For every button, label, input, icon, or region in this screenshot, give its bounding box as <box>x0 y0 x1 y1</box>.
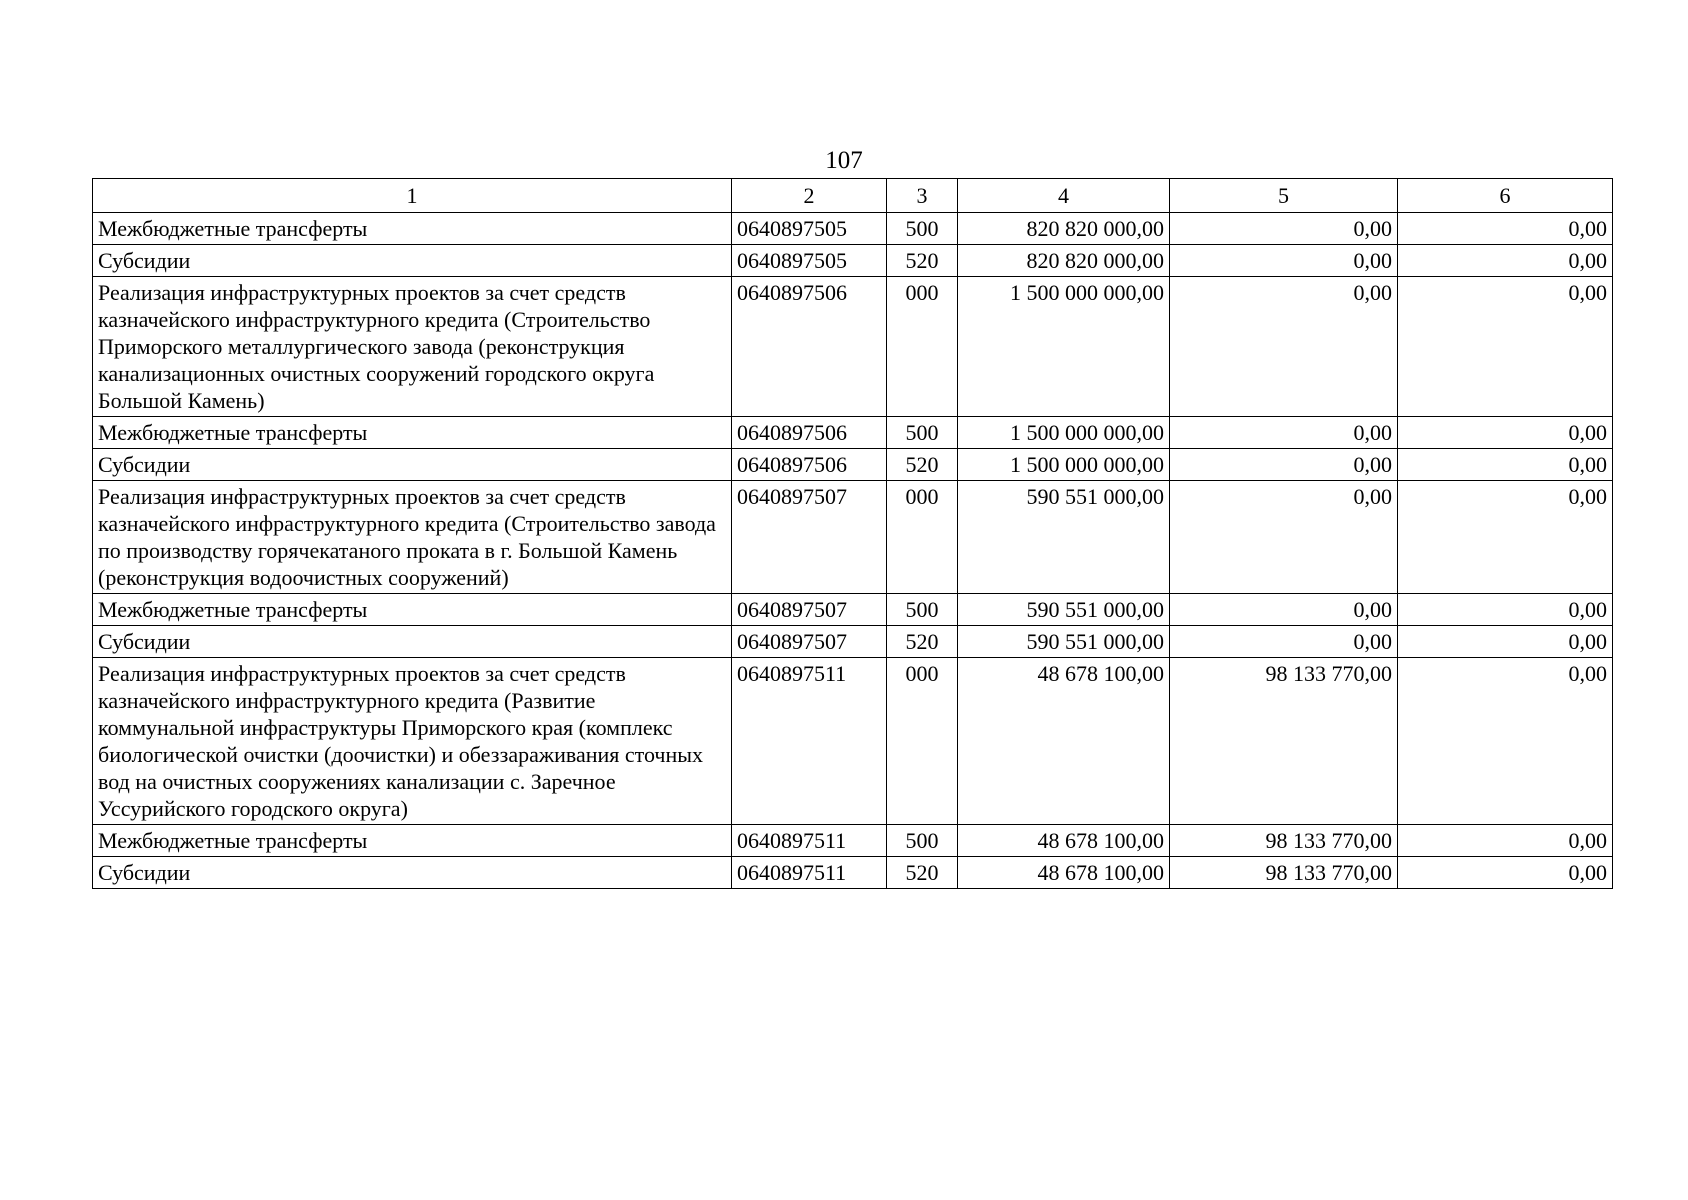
row-value-6: 0,00 <box>1398 417 1613 449</box>
row-code: 0640897511 <box>732 658 887 825</box>
row-value-5: 0,00 <box>1170 626 1398 658</box>
row-name: Субсидии <box>93 857 732 889</box>
row-value-6: 0,00 <box>1398 626 1613 658</box>
row-value-6: 0,00 <box>1398 245 1613 277</box>
row-name: Субсидии <box>93 245 732 277</box>
row-value-5: 98 133 770,00 <box>1170 857 1398 889</box>
row-code: 0640897507 <box>732 626 887 658</box>
row-value-5: 98 133 770,00 <box>1170 825 1398 857</box>
page-number: 107 <box>825 147 863 174</box>
row-value-5: 0,00 <box>1170 277 1398 417</box>
row-value-5: 0,00 <box>1170 594 1398 626</box>
row-value-4: 1 500 000 000,00 <box>958 277 1170 417</box>
column-header-5: 5 <box>1170 179 1398 213</box>
row-value-6: 0,00 <box>1398 449 1613 481</box>
row-value-6: 0,00 <box>1398 213 1613 245</box>
row-code: 0640897507 <box>732 594 887 626</box>
row-value-4: 820 820 000,00 <box>958 245 1170 277</box>
row-value-4: 590 551 000,00 <box>958 481 1170 594</box>
table-body <box>93 213 1613 889</box>
row-value-5: 0,00 <box>1170 481 1398 594</box>
row-value-6: 0,00 <box>1398 825 1613 857</box>
row-value-5: 0,00 <box>1170 213 1398 245</box>
row-code: 0640897511 <box>732 825 887 857</box>
row-type: 500 <box>887 213 958 245</box>
column-header-1: 1 <box>93 179 732 213</box>
table-row <box>93 594 1613 626</box>
column-header-2: 2 <box>732 179 887 213</box>
row-code: 0640897506 <box>732 277 887 417</box>
column-header-4: 4 <box>958 179 1170 213</box>
row-type: 520 <box>887 245 958 277</box>
table-row <box>93 213 1613 245</box>
table-row <box>93 857 1613 889</box>
row-value-4: 820 820 000,00 <box>958 213 1170 245</box>
row-type: 000 <box>887 481 958 594</box>
row-type: 520 <box>887 449 958 481</box>
row-type: 000 <box>887 277 958 417</box>
row-value-4: 48 678 100,00 <box>958 825 1170 857</box>
row-name: Межбюджетные трансферты <box>93 417 732 449</box>
row-code: 0640897506 <box>732 417 887 449</box>
row-value-4: 1 500 000 000,00 <box>958 417 1170 449</box>
table-row <box>93 481 1613 594</box>
row-value-5: 0,00 <box>1170 417 1398 449</box>
row-type: 500 <box>887 594 958 626</box>
table-row <box>93 825 1613 857</box>
row-name: Реализация инфраструктурных проектов за счет средств казначейского инфраструктурного кредита (Строительство завода по производству горячекатаного проката в г. Большой Камень (реконструкция водоочистных сооружений) <box>93 481 732 594</box>
row-name: Субсидии <box>93 626 732 658</box>
row-value-6: 0,00 <box>1398 277 1613 417</box>
table-row <box>93 245 1613 277</box>
row-code: 0640897511 <box>732 857 887 889</box>
row-code: 0640897505 <box>732 213 887 245</box>
row-value-6: 0,00 <box>1398 481 1613 594</box>
row-value-6: 0,00 <box>1398 857 1613 889</box>
table-row <box>93 658 1613 825</box>
row-type: 000 <box>887 658 958 825</box>
table-row <box>93 277 1613 417</box>
row-value-6: 0,00 <box>1398 658 1613 825</box>
row-name: Межбюджетные трансферты <box>93 594 732 626</box>
row-type: 520 <box>887 857 958 889</box>
row-code: 0640897506 <box>732 449 887 481</box>
row-name: Субсидии <box>93 449 732 481</box>
row-value-4: 1 500 000 000,00 <box>958 449 1170 481</box>
row-value-4: 48 678 100,00 <box>958 857 1170 889</box>
row-value-4: 590 551 000,00 <box>958 594 1170 626</box>
row-type: 520 <box>887 626 958 658</box>
row-value-5: 0,00 <box>1170 449 1398 481</box>
row-name: Межбюджетные трансферты <box>93 213 732 245</box>
row-name: Реализация инфраструктурных проектов за счет средств казначейского инфраструктурного кредита (Развитие коммунальной инфраструктуры Приморского края (комплекс биологической очистки (доочистки) и обеззараживания сточных вод на очистных сооружениях канализации с. Заречное Уссурийского городского округа) <box>93 658 732 825</box>
row-code: 0640897505 <box>732 245 887 277</box>
column-header-3: 3 <box>887 179 958 213</box>
header-row <box>93 179 1613 213</box>
row-name: Реализация инфраструктурных проектов за счет средств казначейского инфраструктурного кредита (Строительство Приморского металлургического завода (реконструкция канализационных очистных сооружений городского округа Большой Камень) <box>93 277 732 417</box>
table-header <box>93 179 1613 213</box>
row-type: 500 <box>887 417 958 449</box>
row-value-4: 590 551 000,00 <box>958 626 1170 658</box>
row-name: Межбюджетные трансферты <box>93 825 732 857</box>
table-row <box>93 449 1613 481</box>
row-value-5: 98 133 770,00 <box>1170 658 1398 825</box>
row-value-5: 0,00 <box>1170 245 1398 277</box>
row-value-6: 0,00 <box>1398 594 1613 626</box>
row-type: 500 <box>887 825 958 857</box>
column-header-6: 6 <box>1398 179 1613 213</box>
row-code: 0640897507 <box>732 481 887 594</box>
row-value-4: 48 678 100,00 <box>958 658 1170 825</box>
budget-table <box>92 178 1613 889</box>
table-row <box>93 417 1613 449</box>
table-row <box>93 626 1613 658</box>
